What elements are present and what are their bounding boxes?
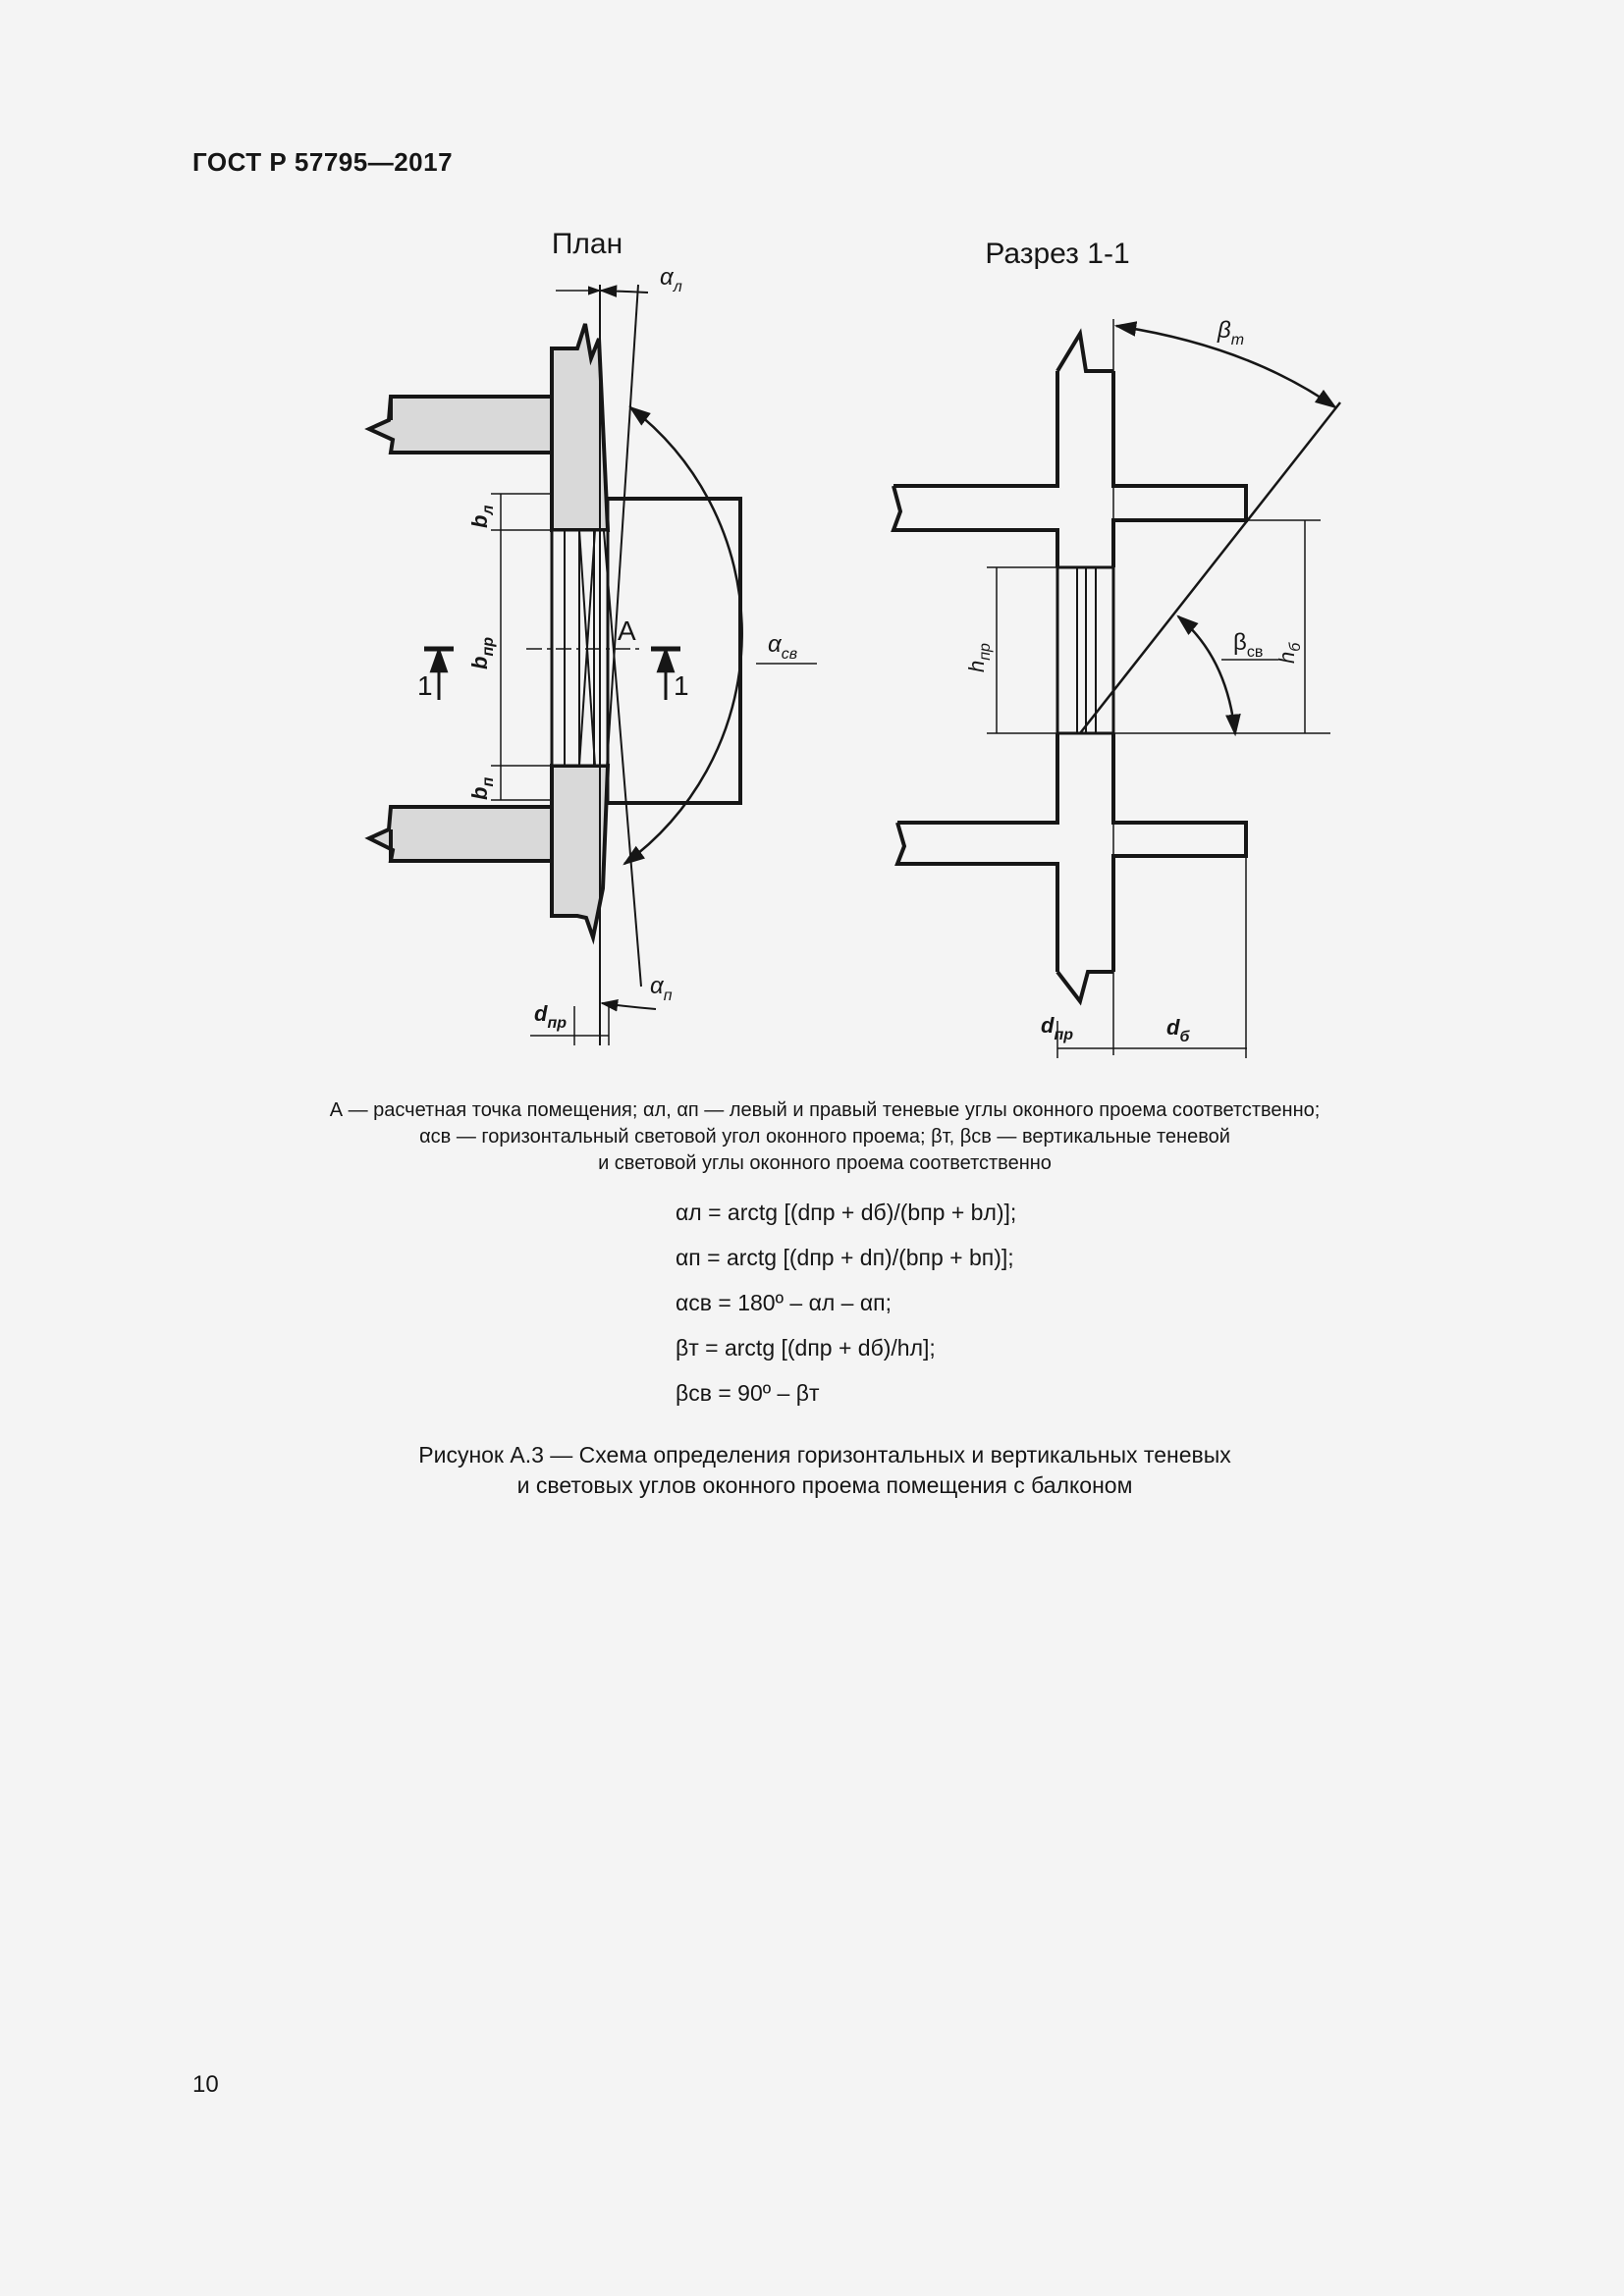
formula: αл = arctg [(dпр + dб)/(bпр + bл)]; [676, 1200, 1017, 1225]
plan-label-section-left: 1 [417, 670, 433, 701]
caption-line: Рисунок А.3 — Схема определения горизонтальных и вертикальных теневых [418, 1442, 1231, 1468]
svg-text:βсв: $\beta_{св}$ [1233, 629, 1264, 661]
document-header: ГОСТ Р 57795—2017 [192, 147, 454, 177]
section-label-beta-sv: β [1233, 629, 1247, 656]
plan-partition-lower [369, 807, 552, 861]
formula: βт = arctg [(dпр + dб)/hл]; [676, 1335, 936, 1361]
page-number: 10 [192, 2071, 219, 2098]
formula-list [676, 1190, 1016, 1415]
svg-text:bпр: $b_{пр}$ [467, 637, 497, 669]
caption-line: и световых углов оконного проема помещения с балконом [516, 1472, 1133, 1498]
plan-label-alpha-sv: α [768, 631, 782, 658]
figure-drawing [0, 0, 1624, 1090]
section-beta-sv-arc [1178, 616, 1235, 734]
section-label-h-pr: h [964, 660, 989, 672]
svg-text:αсв: $\alpha_{св}$ [768, 631, 798, 663]
plan-label-alpha-l: α [660, 264, 674, 291]
legend-line: и световой углы оконного проема соответственно [598, 1152, 1052, 1174]
section-title: Разрез 1-1 [985, 238, 1130, 270]
svg-text:hпр: $h_{пр}$ [964, 643, 994, 672]
svg-text:dпр: $d_{пр}$ [534, 1001, 567, 1032]
plan-partition-upper [369, 397, 552, 453]
plan-view [369, 228, 817, 1045]
plan-label-section-right: 1 [674, 670, 689, 701]
section-label-d-b: d [1166, 1015, 1180, 1040]
plan-alpha-sv-arc [624, 407, 742, 864]
plan-label-point-a: А [618, 615, 636, 646]
svg-text:dпр: $d_{пр}$ [1041, 1013, 1073, 1043]
svg-text:αп: $\alpha_п$ [650, 973, 673, 1004]
svg-text:hб: $h_б$ [1274, 642, 1304, 664]
formula: αсв = 180º – αл – αп; [676, 1290, 893, 1315]
section-label-beta-t: β [1218, 317, 1231, 344]
section-view [893, 238, 1340, 1058]
formula: αп = arctg [(dпр + dп)/(bпр + bп)]; [676, 1245, 1014, 1270]
plan-label-d-pr: d [534, 1001, 548, 1026]
plan-label-b-p: b [467, 786, 492, 800]
legend-line: А — расчетная точка помещения; αл, αп — левый и правый теневые углы оконного проема соответственно; [329, 1099, 1321, 1121]
svg-text:βт: $\beta_т$ [1218, 317, 1245, 348]
svg-text:αл: $\alpha_л$ [660, 264, 682, 295]
section-label-h-b: h [1274, 651, 1299, 664]
plan-label-b-l: b [467, 514, 492, 528]
figure-caption [245, 1440, 1404, 1501]
legend-line: αсв — горизонтальный световой угол оконного проема; βт, βсв — вертикальные теневой [419, 1126, 1230, 1148]
svg-text:dб: $d_б$ [1166, 1015, 1190, 1045]
plan-sight-line-right [604, 531, 641, 987]
plan-label-b-pr: b [467, 656, 492, 669]
plan-title: План [551, 228, 623, 260]
section-label-d-pr: d [1041, 1013, 1055, 1038]
section-sight-line [1080, 402, 1340, 733]
plan-label-alpha-p: α [650, 973, 664, 999]
svg-text:bп: $b_п$ [467, 776, 497, 800]
plan-sight-line-left [607, 285, 638, 768]
formula: βсв = 90º – βт [676, 1380, 820, 1406]
figure-legend [245, 1097, 1404, 1177]
svg-text:bл: $b_л$ [467, 505, 497, 528]
